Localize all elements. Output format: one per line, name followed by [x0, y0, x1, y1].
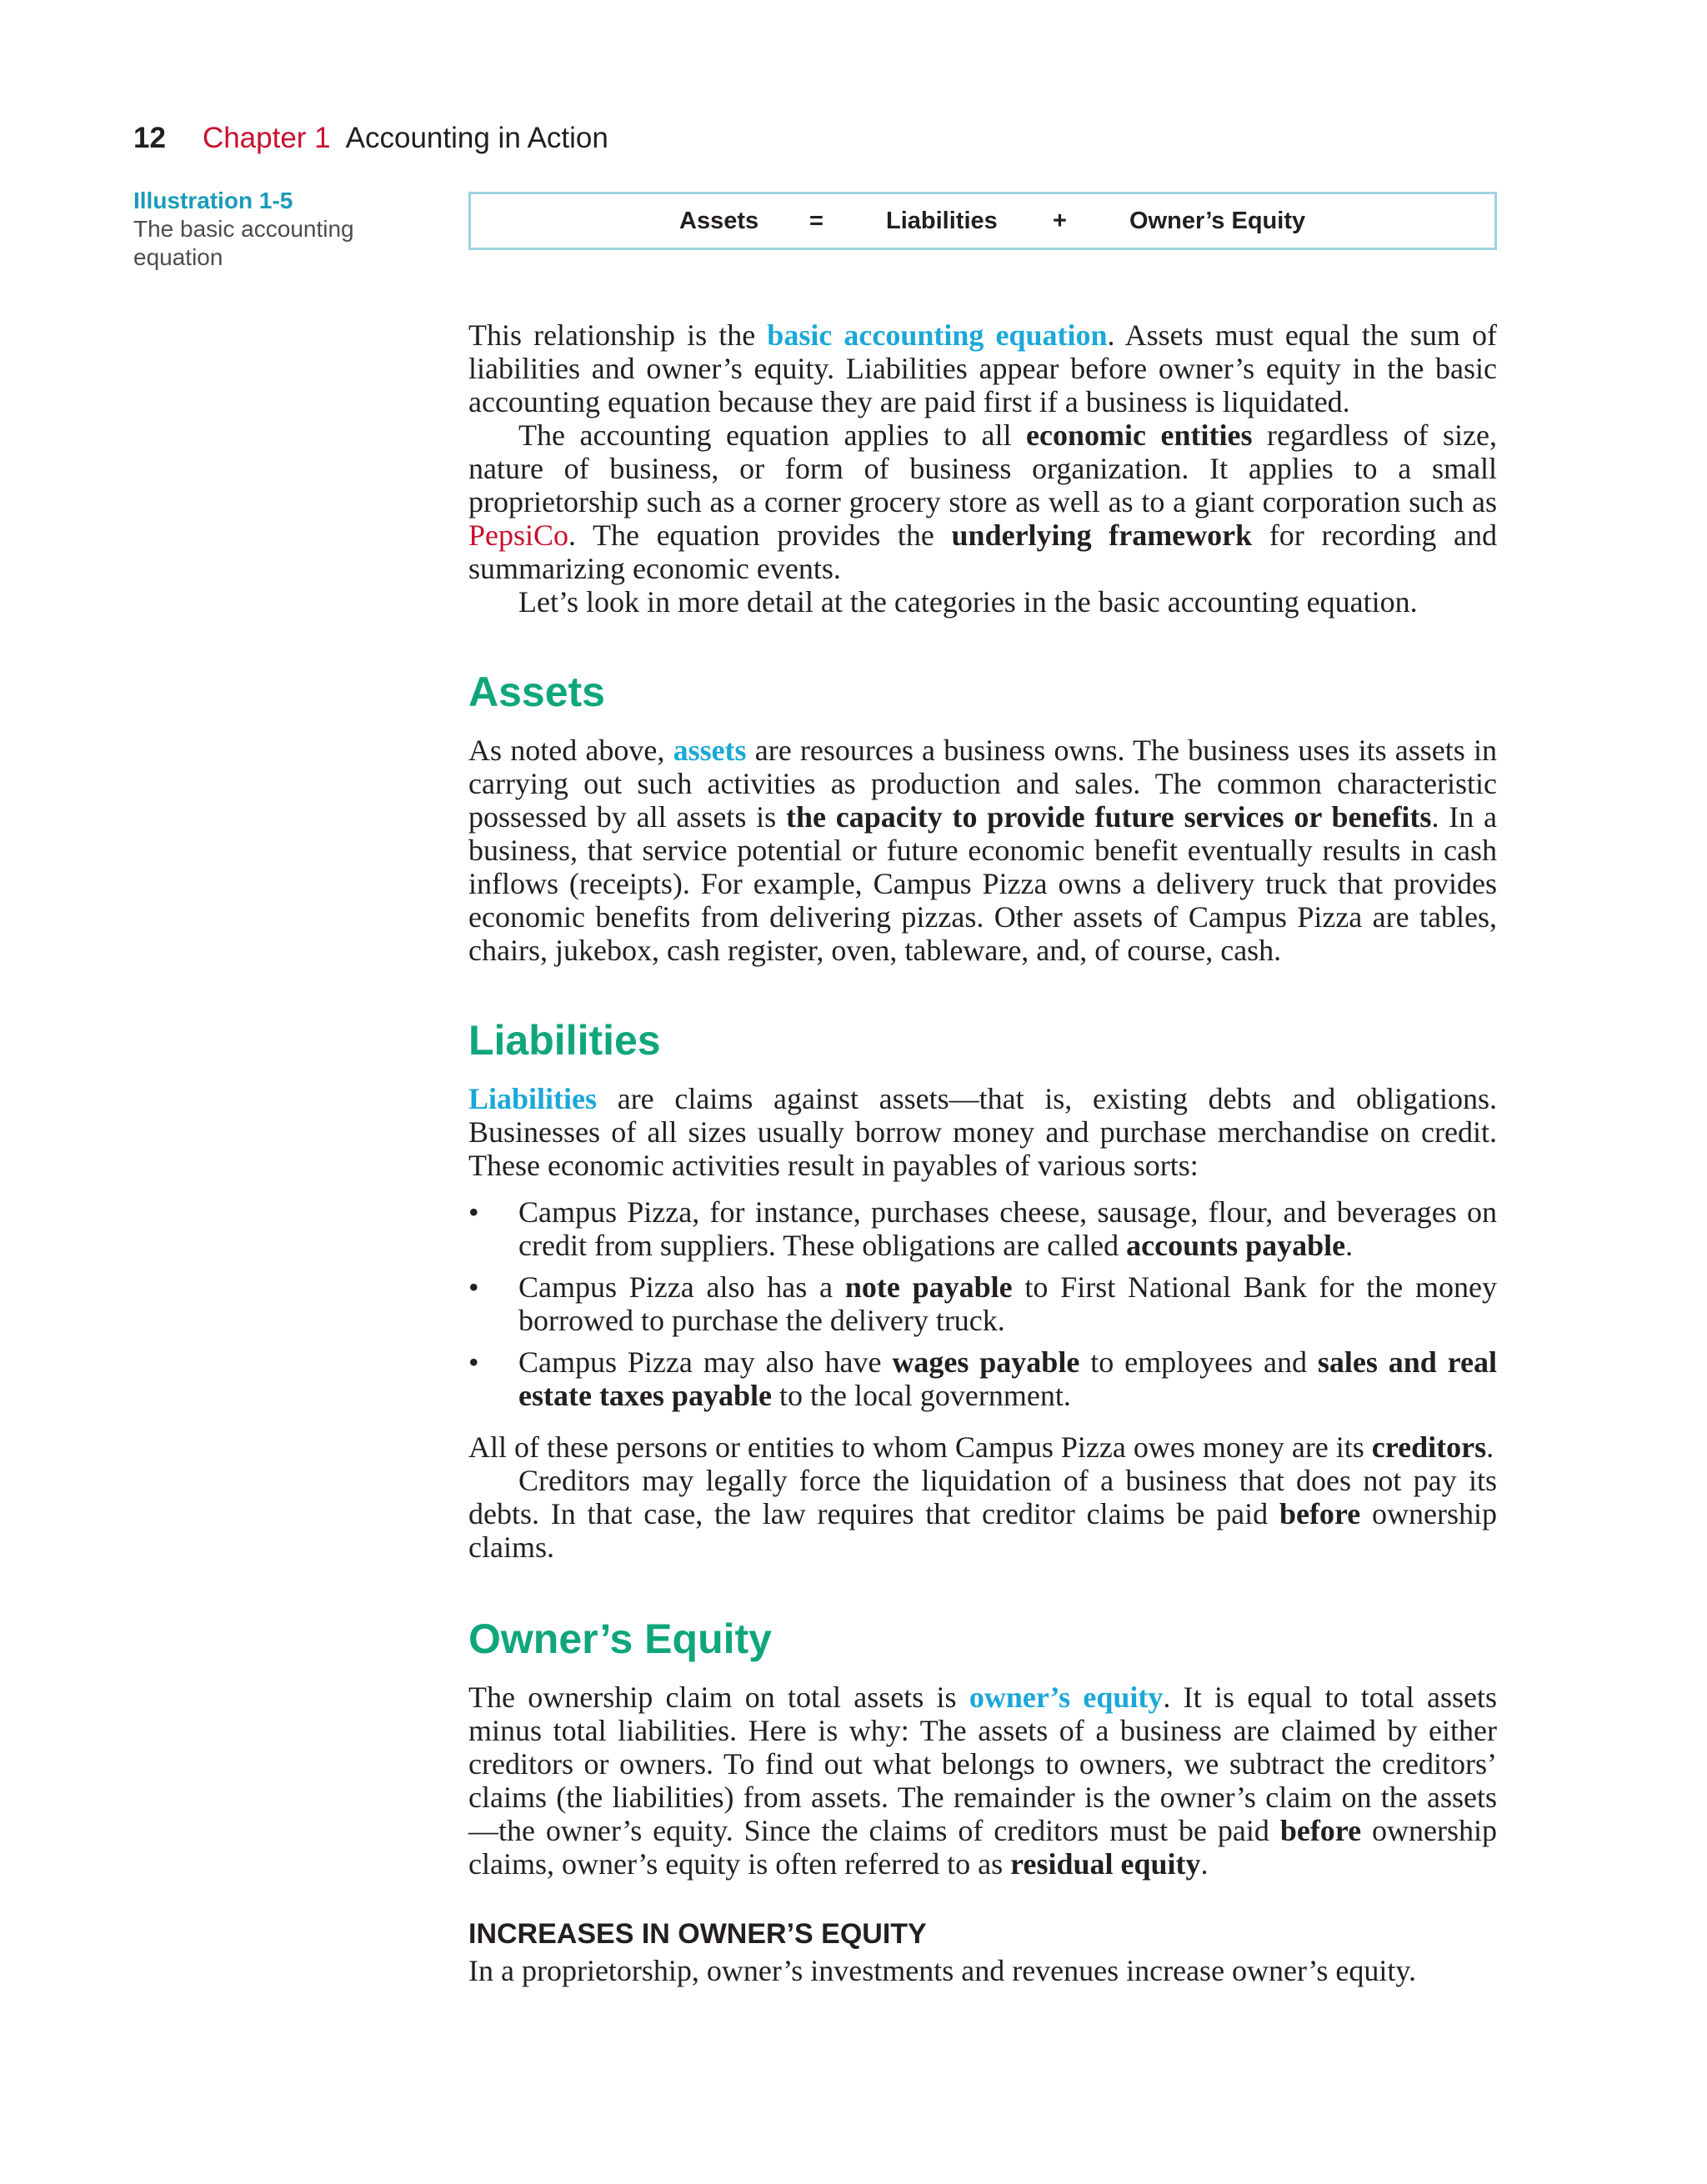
intro-section	[468, 318, 1497, 619]
bold-note-payable: note payable	[844, 1270, 1013, 1304]
liabilities-section	[468, 1082, 1497, 1182]
page-number: 12	[133, 122, 166, 154]
owners-equity-section	[468, 1681, 1497, 1881]
running-head	[133, 117, 608, 160]
equation-equals-sign: =	[809, 208, 823, 234]
assets-section	[468, 734, 1497, 967]
bullet-icon: •	[468, 1270, 479, 1304]
bold-wages-payable: wages payable	[892, 1345, 1080, 1379]
intro-paragraph-1: This relationship is the basic accounting equation. Assets must equal the sum of liabilities and owner’s equity. Liabilities appear before owner’s equity in the basic accounting equation because they are paid first if a business is liquidated.	[468, 318, 1497, 418]
liabilities-paragraph-3: Creditors may legally force the liquidation of a business that does not pay its debts. In that case, the law requires that creditor claims be paid before ownership claims.	[468, 1464, 1497, 1564]
chapter-number: Chapter 1	[202, 122, 331, 154]
list-item: • Campus Pizza also has a note payable to First National Bank for the money borrowed to purchase the delivery truck.	[468, 1270, 1497, 1337]
illustration-label: Illustration 1-5	[133, 188, 293, 213]
liabilities-paragraph-1: Liabilities are claims against assets—that is, existing debts and obligations. Businesses of all sizes usually borrow money and purchase merchandise on credit. These economic activities result in payables of various sorts:	[468, 1082, 1497, 1182]
list-item: • Campus Pizza may also have wages payable to employees and sales and real estate taxes payable to the local government.	[468, 1345, 1497, 1412]
payables-list	[468, 1195, 1497, 1420]
bold-before: before	[1279, 1497, 1361, 1530]
bold-creditors: creditors	[1371, 1430, 1487, 1464]
bold-residual-equity: residual equity	[1010, 1847, 1201, 1881]
subheading-increases-owners-equity: INCREASES IN OWNER’S EQUITY	[468, 1918, 927, 1950]
bold-sales-taxes-payable: sales and real estate taxes payable	[518, 1345, 1497, 1412]
intro-paragraph-3: Let’s look in more detail at the categories in the basic accounting equation.	[518, 585, 1418, 619]
key-term-basic-accounting-equation: basic accounting equation	[767, 318, 1108, 352]
list-item: • Campus Pizza, for instance, purchases cheese, sausage, flour, and beverages on credit from suppliers. These obligations are called accounts payable.	[468, 1195, 1497, 1262]
equation-liabilities: Liabilities	[886, 208, 998, 234]
company-name-pepsico: PepsiCo	[468, 518, 569, 552]
liabilities-paragraph-2: All of these persons or entities to whom Campus Pizza owes money are its creditors.	[468, 1430, 1494, 1464]
heading-assets: Assets	[468, 669, 605, 715]
equation-assets: Assets	[679, 208, 759, 234]
bold-capacity-future-services: the capacity to provide future services or benefits	[785, 800, 1432, 834]
equation-plus-sign: +	[1053, 208, 1067, 234]
heading-owners-equity: Owner’s Equity	[468, 1615, 772, 1662]
illustration-caption-text: The basic accounting equation	[133, 216, 354, 270]
creditors-section	[468, 1430, 1497, 1564]
chapter-title: Accounting in Action	[345, 122, 608, 154]
key-term-owners-equity: owner’s equity	[969, 1681, 1164, 1714]
bold-economic-entities: economic entities	[1026, 418, 1253, 452]
equation-owners-equity: Owner’s Equity	[1129, 208, 1306, 234]
bullet-icon: •	[468, 1345, 479, 1379]
heading-liabilities: Liabilities	[468, 1017, 661, 1064]
bullet-icon: •	[468, 1195, 479, 1229]
intro-paragraph-2: The accounting equation applies to all economic entities regardless of size, nature of business, or form of business organization. It applies to a small proprietorship such as a corner grocery store as well as to a giant corporation such as PepsiCo. The equation provides the underlying framework for recording and summarizing economic events.	[468, 418, 1498, 585]
key-term-liabilities: Liabilities	[468, 1082, 598, 1115]
increases-section	[468, 1954, 1497, 1987]
accounting-equation-box	[468, 192, 1497, 250]
owners-equity-paragraph: The ownership claim on total assets is owner’s equity. It is equal to total assets minus total liabilities. Here is why: The assets of a business are claimed by either creditors or owners. To find out what belongs to owners, we subtract the creditors’ claims (the liabilities) from assets. The remainder is the owner’s claim on the assets—the owner’s equity. Since the claims of creditors must be paid before ownership claims, owner’s equity is often referred to as residual equity.	[468, 1681, 1497, 1881]
bold-before: before	[1279, 1814, 1362, 1847]
bold-underlying-framework: underlying framework	[951, 518, 1253, 552]
increases-paragraph: In a proprietorship, owner’s investments and revenues increase owner’s equity.	[468, 1954, 1417, 1987]
assets-paragraph: As noted above, assets are resources a business owns. The business uses its assets in carrying out such activities as production and sales. The common characteristic possessed by all assets is the capacity to provide future services or benefits. In a business, that service potential or future economic benefit eventually results in cash inflows (receipts). For example, Campus Pizza owns a delivery truck that provides economic benefits from delivering pizzas. Other assets of Campus Pizza are tables, chairs, jukebox, cash register, oven, tableware, and, of course, cash.	[468, 734, 1498, 967]
key-term-assets: assets	[673, 734, 747, 767]
bold-accounts-payable: accounts payable	[1126, 1229, 1346, 1262]
illustration-caption	[133, 187, 408, 272]
